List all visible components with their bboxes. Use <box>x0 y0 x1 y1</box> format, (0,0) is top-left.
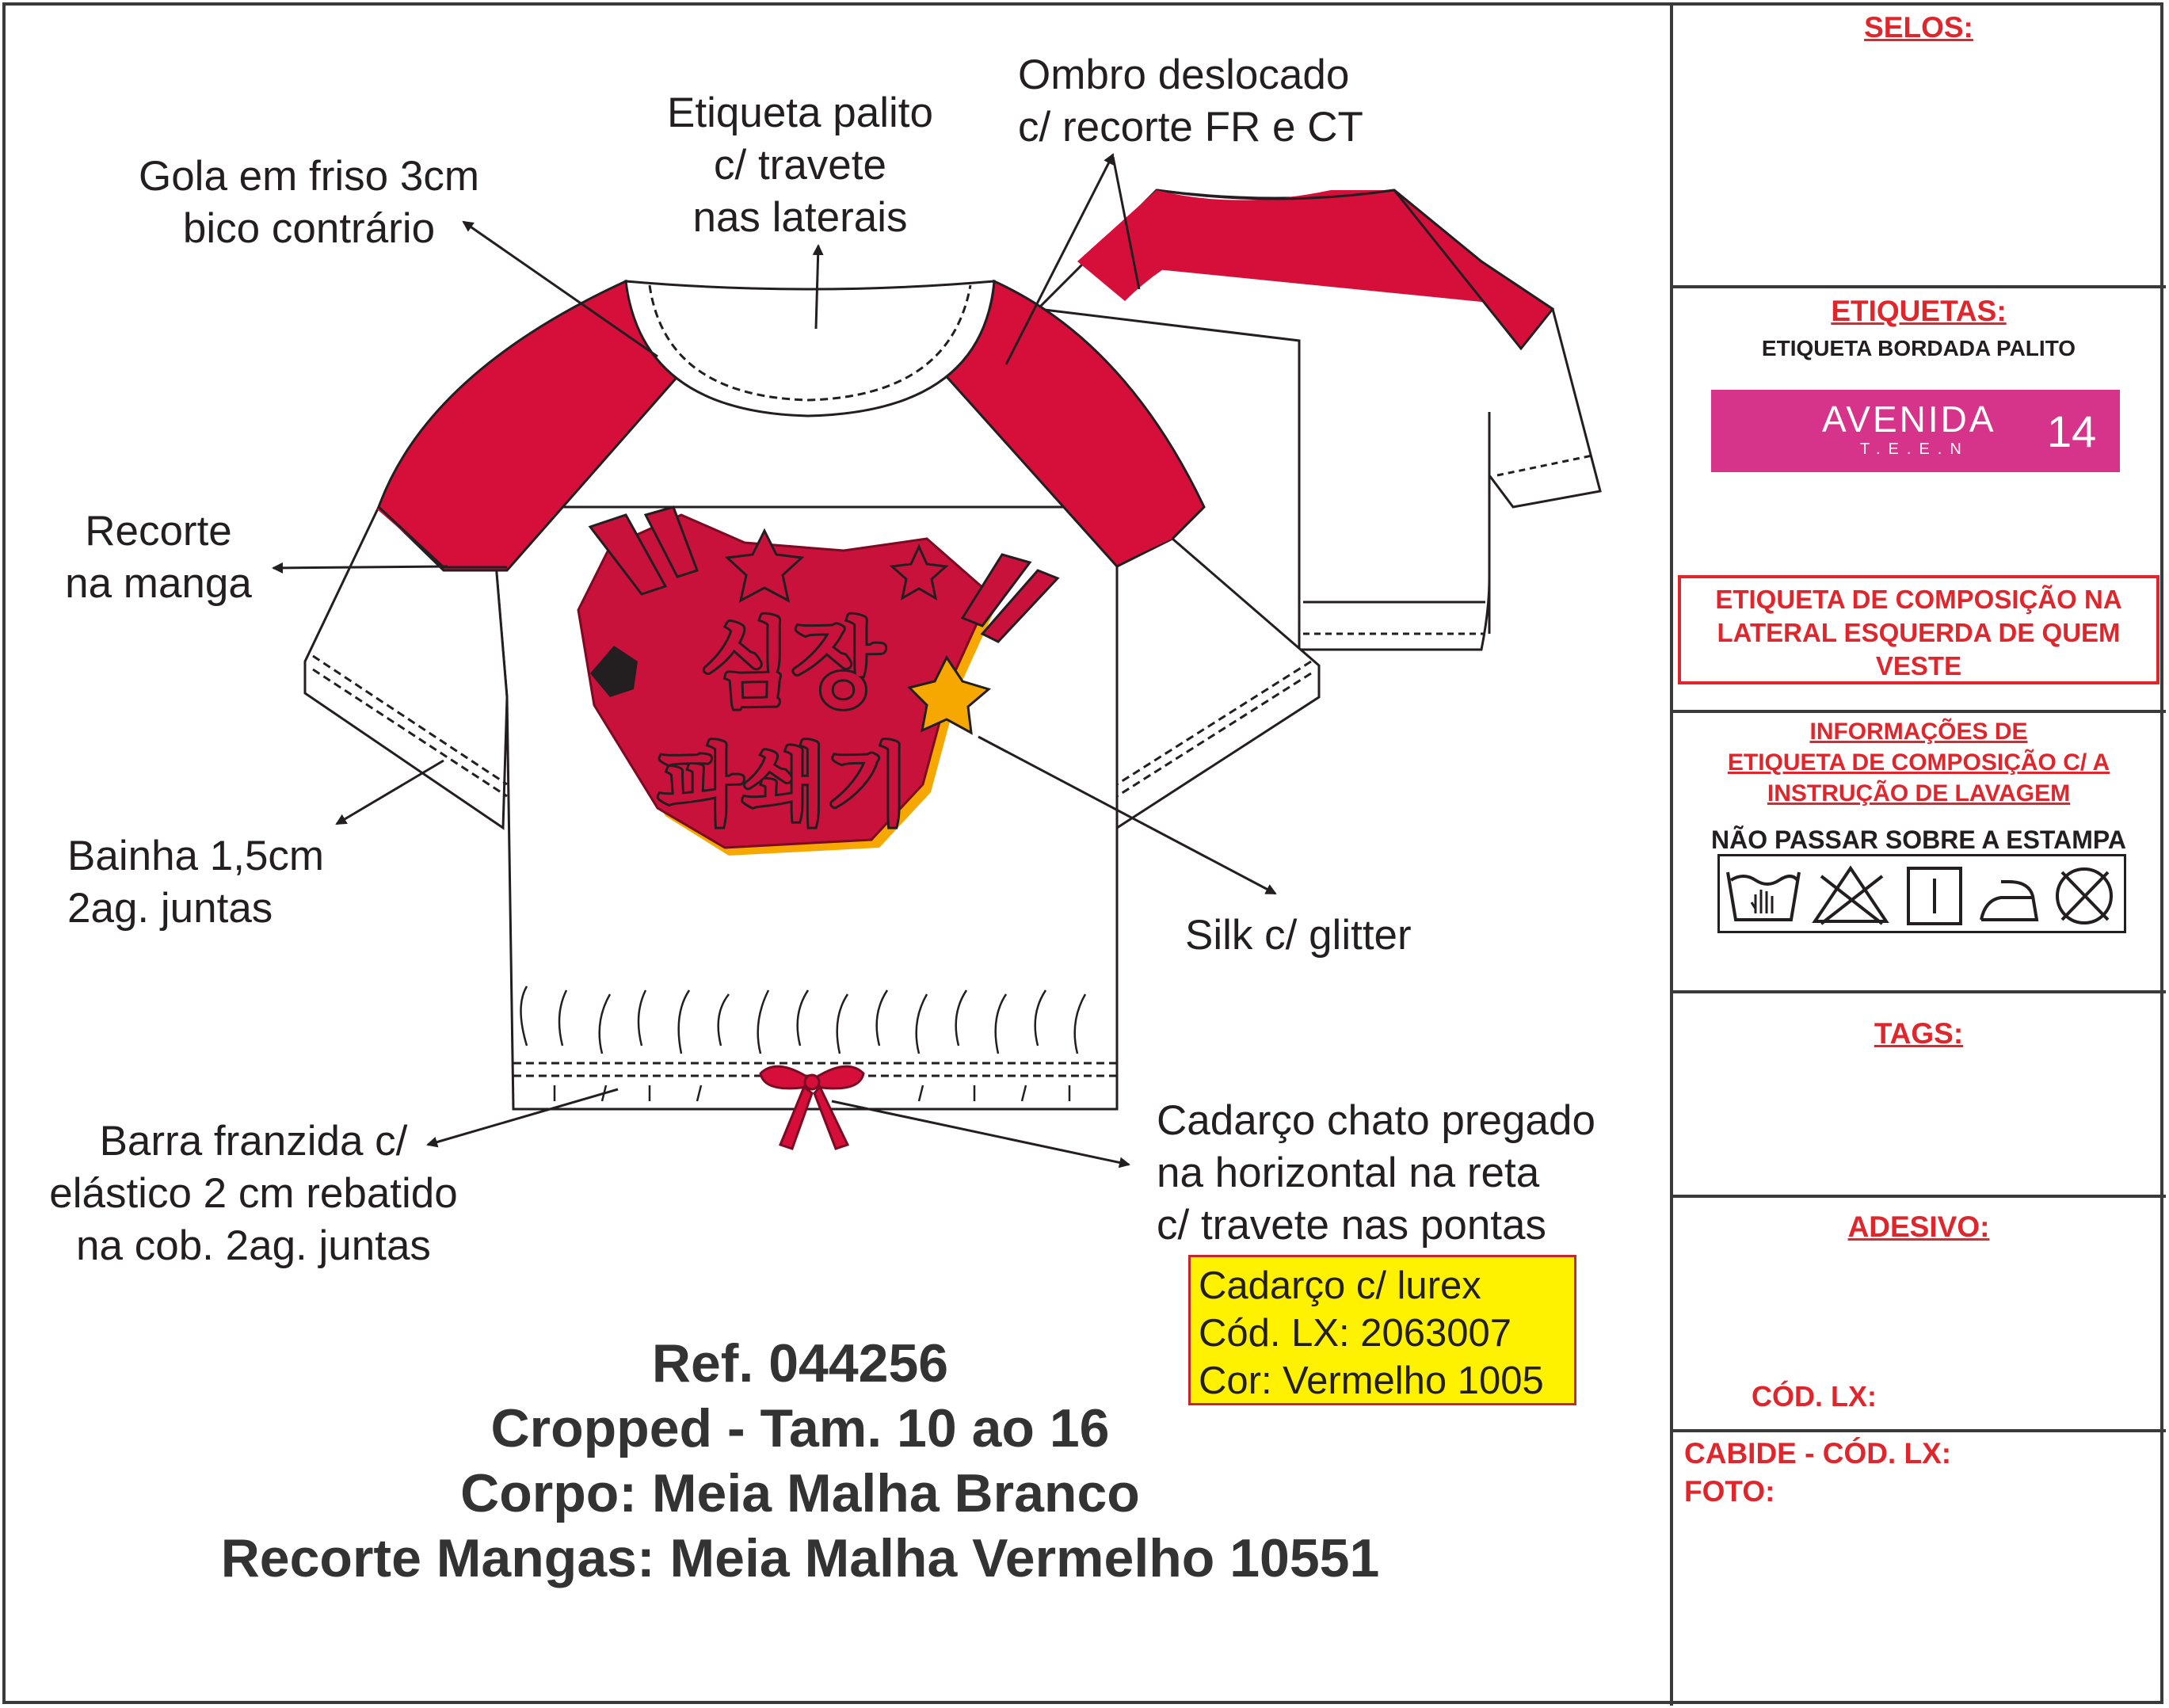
callout-line: c/ travete <box>714 142 886 189</box>
care-symbols <box>1717 854 2126 933</box>
iron-low-icon <box>1981 882 2037 920</box>
no-tumble-dry-icon <box>2057 869 2111 923</box>
brand-label <box>1711 390 2120 472</box>
callout-line: Barra franzida c/ <box>99 1118 408 1165</box>
cod-lx-label: CÓD. LX: <box>1752 1380 1877 1413</box>
reference-block <box>127 1331 1473 1591</box>
callout-gola <box>95 151 523 255</box>
print-text-line1: 심장 <box>700 610 884 720</box>
informacoes-line: INSTRUÇÃO DE LAVAGEM <box>1767 780 2071 806</box>
body-fabric: Corpo: Meia Malha Branco <box>460 1463 1140 1523</box>
callout-line: Gola em friso 3cm <box>138 153 479 200</box>
print-text-line2: 파쇄기 <box>658 735 911 837</box>
brand-label-name: AVENIDA <box>1822 398 1996 440</box>
callout-line: elástico 2 cm rebatido <box>49 1170 458 1217</box>
etiquetas-subtitle: ETIQUETA BORDADA PALITO <box>1761 336 2076 360</box>
callout-line: Etiqueta palito <box>667 90 933 136</box>
callout-line: Ombro deslocado <box>1018 51 1350 98</box>
foto-label: FOTO: <box>1684 1475 1775 1508</box>
etiquetas-title: ETIQUETAS: <box>1831 295 2007 327</box>
composicao-line: LATERAL ESQUERDA DE QUEM <box>1717 618 2121 647</box>
composicao-line: ETIQUETA DE COMPOSIÇÃO NA <box>1715 585 2122 614</box>
informacoes-line: ETIQUETA DE COMPOSIÇÃO C/ A <box>1727 749 2110 776</box>
informacoes-line: INFORMAÇÕES DE <box>1809 719 2028 745</box>
callout-line: na manga <box>65 560 252 607</box>
callout-line: na horizontal na reta <box>1157 1149 1540 1196</box>
drip-dry-icon <box>1908 868 1961 924</box>
callout-bainha <box>67 830 400 935</box>
callout-line: Recorte <box>85 508 232 555</box>
informacoes-title <box>1673 716 2164 809</box>
callout-line: nas laterais <box>692 194 908 241</box>
composicao-line: VESTE <box>1875 651 1962 681</box>
callout-line: Bainha 1,5cm <box>67 833 325 879</box>
hand-wash-icon <box>1728 872 1799 920</box>
tags-title: TAGS: <box>1874 1017 1964 1050</box>
no-bleach-icon <box>1815 868 1886 924</box>
cabide-label: CABIDE - CÓD. LX: <box>1684 1437 1952 1470</box>
callout-line: 2ag. juntas <box>67 885 273 932</box>
callout-etiqueta-palito <box>618 87 982 244</box>
highlight-line: Cadarço c/ lurex <box>1199 1264 1481 1307</box>
highlight-line: Cor: Vermelho 1005 <box>1199 1359 1544 1402</box>
brand-label-sub: T.E.E.N <box>1860 440 1969 458</box>
callout-barra <box>32 1115 475 1272</box>
callout-line: c/ recorte FR e CT <box>1018 104 1363 151</box>
composicao-note-box <box>1678 575 2159 684</box>
care-warning: NÃO PASSAR SOBRE A ESTAMPA <box>1711 825 2126 854</box>
product-description: Cropped - Tam. 10 ao 16 <box>490 1398 1110 1458</box>
callout-line: Silk c/ glitter <box>1185 912 1412 959</box>
sleeve-fabric: Recorte Mangas: Meia Malha Vermelho 10551 <box>220 1528 1380 1588</box>
callout-cadarco <box>1157 1095 1664 1252</box>
selos-title: SELOS: <box>1864 11 1973 44</box>
callout-line: na cob. 2ag. juntas <box>76 1222 431 1269</box>
adesivo-title: ADESIVO: <box>1847 1210 1990 1243</box>
brand-label-size: 14 <box>2047 406 2097 456</box>
reference-code: Ref. 044256 <box>651 1333 949 1393</box>
callout-line: bico contrário <box>182 205 436 252</box>
callout-ombro <box>1018 49 1430 154</box>
highlight-line: Cód. LX: 2063007 <box>1199 1312 1512 1355</box>
callout-recorte-manga <box>48 505 269 610</box>
callout-silk <box>1185 909 1518 962</box>
callout-line: Cadarço chato pregado <box>1157 1097 1595 1144</box>
callout-line: c/ travete nas pontas <box>1157 1202 1547 1249</box>
